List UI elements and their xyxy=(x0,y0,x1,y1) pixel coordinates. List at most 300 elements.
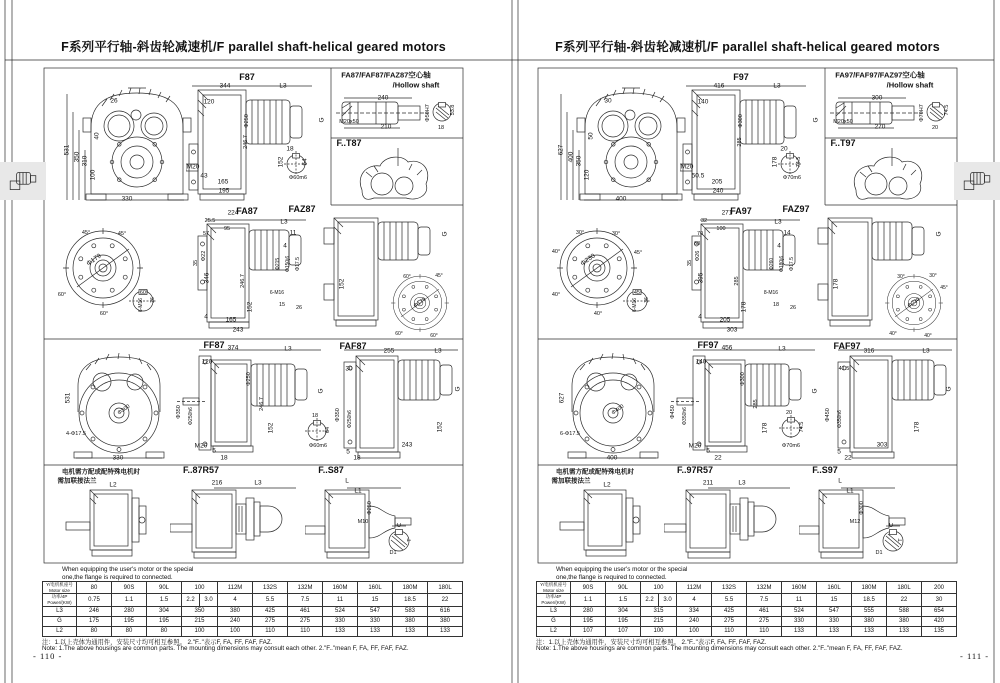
table-cell: 133 xyxy=(393,626,428,636)
table-cell: 7.5 xyxy=(747,594,782,606)
table-cell: 180M xyxy=(393,582,428,594)
dim-label: Φ350 xyxy=(335,408,341,422)
table-cell: 18.5 xyxy=(852,594,887,606)
equip-note-line: one,the flange is required to connected. xyxy=(62,574,173,582)
figure-label: F..97R57 xyxy=(676,465,714,475)
dim-label: Φ350 xyxy=(176,405,182,419)
dim-label: M20 xyxy=(194,442,208,450)
note-en-right: Note: 1.The above housings are common parts. The mounting dimensions may consult each other. 2."F.."mean F, FA, FF, FAF, FAZ. xyxy=(536,645,903,652)
figure-faz97-flange-view xyxy=(885,274,943,332)
figure-fa87-side xyxy=(198,220,306,328)
dim-label: 30° xyxy=(897,274,905,280)
dim-label: 152 xyxy=(267,422,275,434)
table-cell: 133 xyxy=(428,626,463,636)
dim-label: 303 xyxy=(876,441,888,449)
dim-label: 30° xyxy=(929,273,937,279)
figure-faf97-side xyxy=(838,347,952,458)
table-cell: 280 xyxy=(571,606,606,616)
dim-label: G xyxy=(317,388,325,394)
dim-label: 178 xyxy=(761,422,769,434)
dim-label: 14 xyxy=(783,229,791,237)
dim-label: Φ22 xyxy=(201,250,207,262)
equip-note-line: When equipping the user's motor or the special xyxy=(556,566,688,573)
table-cell: 280 xyxy=(112,606,147,616)
table-cell: 315 xyxy=(641,606,677,616)
table-cell: 380 xyxy=(428,616,463,626)
dim-label: 30 xyxy=(345,365,353,373)
figure-ft87-torque-arm xyxy=(360,148,428,199)
row-header: L2 xyxy=(537,626,571,636)
figure-fa87-flange-view xyxy=(63,228,143,308)
table-cell: 90L xyxy=(147,582,182,594)
dim-label: 224 xyxy=(227,209,239,217)
dim-label: Φ450 xyxy=(670,405,676,419)
dim-label: 152 xyxy=(338,278,346,290)
dim-label: 456 xyxy=(721,344,733,352)
figure-ff97-shaft-detail xyxy=(779,415,803,439)
dim-label: Φ60m6 xyxy=(288,175,308,181)
table-cell: 3.0 xyxy=(659,594,677,606)
table-cell: 100 xyxy=(641,626,677,636)
dim-label: Φ250 xyxy=(367,501,373,515)
table-cell: 555 xyxy=(852,606,887,616)
dim-label: 35 xyxy=(193,259,199,267)
table-cell: 195 xyxy=(147,616,182,626)
dim-label: 25.5 xyxy=(204,218,216,224)
dim-label: 50.5 xyxy=(691,172,705,180)
page-number-right: - 111 - xyxy=(960,651,990,661)
dim-label: 400 xyxy=(615,195,627,203)
figure-label: F..T87 xyxy=(336,138,362,148)
figure-fs87 xyxy=(305,488,411,558)
figure-f97-front xyxy=(561,88,685,200)
dim-label: 18 xyxy=(286,145,294,153)
dim-label: 395 xyxy=(697,272,705,284)
dim-label: 4 xyxy=(777,242,781,250)
table-cell: 5.5 xyxy=(712,594,747,606)
dim-label: 243 xyxy=(232,326,244,334)
figure-label: FAZ87 xyxy=(288,204,316,214)
dim-label: Φ250 xyxy=(246,372,252,386)
table-cell: 15 xyxy=(358,594,393,606)
dim-label: L1 xyxy=(846,487,854,495)
dim-label: 5 xyxy=(346,448,350,456)
table-cell: 175 xyxy=(77,616,112,626)
dim-label: 285 xyxy=(753,399,759,409)
figure-label: 需加联接法兰 xyxy=(551,477,591,485)
dim-label: 57 xyxy=(202,231,210,237)
dim-label: L3 xyxy=(254,479,262,487)
figure-label: FA97 xyxy=(730,206,752,216)
figure-label: F..S87 xyxy=(318,465,344,475)
dim-label: Φ400 xyxy=(610,403,626,417)
dim-label: Φ250h6 xyxy=(188,407,194,425)
dim-label: 178 xyxy=(913,421,921,433)
dim-label: 285 xyxy=(734,276,740,286)
dim-label: 400 xyxy=(567,151,575,163)
dim-label: 178 xyxy=(832,278,840,290)
figure-label: FAF87 xyxy=(339,341,367,351)
figure-label: F..87R57 xyxy=(182,465,220,475)
dim-label: 240 xyxy=(712,187,724,195)
figure-label: FF97 xyxy=(697,340,719,350)
dim-label: T xyxy=(898,538,904,542)
dim-label: 6-M16 xyxy=(269,290,285,296)
dim-label: 18 xyxy=(311,413,319,419)
table-cell: 240 xyxy=(677,616,712,626)
dim-label: Φ70m6 xyxy=(782,175,802,181)
dim-label: 152 xyxy=(436,421,444,433)
dim-label: Φ260 xyxy=(769,257,775,271)
table-cell: 90L xyxy=(606,582,641,594)
table-cell: 583 xyxy=(393,606,428,616)
table-cell: 275 xyxy=(253,616,288,626)
dim-label: 627 xyxy=(558,392,566,404)
table-cell: 133 xyxy=(782,626,817,636)
dim-label: 178 xyxy=(771,156,779,168)
dim-label: 60° xyxy=(430,333,438,339)
dim-label: 20 xyxy=(780,145,788,153)
dim-label: Φ300 xyxy=(740,372,746,386)
dim-label: 5 xyxy=(706,447,710,455)
table-cell: 420 xyxy=(922,616,957,626)
dim-label: 60° xyxy=(139,290,149,296)
table-cell: 5.5 xyxy=(253,594,288,606)
table-cell: 110 xyxy=(747,626,782,636)
dim-label: 416 xyxy=(713,82,725,90)
dim-label: 6-M16 xyxy=(138,297,144,313)
figure-shaft-section-right xyxy=(883,526,903,551)
table-cell: 304 xyxy=(606,606,641,616)
dim-label: 140 xyxy=(695,358,707,366)
dim-label: 45° xyxy=(117,231,127,237)
table-cell: 195 xyxy=(571,616,606,626)
table-cell: 1.5 xyxy=(147,594,182,606)
dim-label: 246.7 xyxy=(240,274,246,288)
table-cell: 3.0 xyxy=(200,594,218,606)
dim-label: 152 xyxy=(277,156,285,168)
note-cn-left: 注：1.以上壳体为通用件，安装尺寸均可相互参照。 2."F.."表示F, FA, FF, FAF, FAZ. xyxy=(42,639,273,646)
dim-label: L2 xyxy=(603,481,611,489)
table-cell: 11 xyxy=(323,594,358,606)
dim-label: 6-Φ17.5 xyxy=(560,431,580,437)
row-header: Y/电机机座号 Motor size xyxy=(43,582,77,594)
table-cell: 80 xyxy=(147,626,182,636)
dim-label: 531 xyxy=(63,144,71,156)
dim-label: 36 xyxy=(644,297,650,303)
dim-label: Φ70m6 xyxy=(781,443,801,449)
table-cell: 7.5 xyxy=(288,594,323,606)
dim-label: L xyxy=(345,477,349,485)
table-cell: 112M xyxy=(218,582,253,594)
row-header: G xyxy=(537,616,571,626)
dim-label: 4-Φ17.5 xyxy=(66,431,86,437)
table-cell: 547 xyxy=(817,606,852,616)
dim-label: Φ179 xyxy=(412,296,428,310)
dim-label: G xyxy=(811,388,819,394)
dim-label: Φ26 xyxy=(695,250,701,262)
dim-label: G xyxy=(318,117,326,123)
dim-label: 310 xyxy=(81,155,89,167)
dim-label: 18 xyxy=(220,454,228,462)
table-cell: 330 xyxy=(782,616,817,626)
table-cell: 18.5 xyxy=(393,594,428,606)
dim-label: Φ180j6 xyxy=(779,255,785,273)
equip-note-left xyxy=(62,566,193,582)
dim-label: M20 xyxy=(688,442,702,450)
dim-label: 205 xyxy=(711,178,723,186)
dim-label: Φ17.5 xyxy=(789,257,795,271)
dim-label: 68 xyxy=(693,241,701,247)
table-cell: 215 xyxy=(182,616,218,626)
dim-label: 303 xyxy=(726,326,738,334)
table-cell: 110 xyxy=(712,626,747,636)
table-cell: 30 xyxy=(922,594,957,606)
dim-label: 18 xyxy=(437,125,445,131)
dim-label: 211 xyxy=(702,479,714,487)
row-header: L3 xyxy=(43,606,77,616)
dim-label: 26 xyxy=(295,305,303,311)
dim-label: 64 xyxy=(301,158,309,166)
dim-label: L3 xyxy=(774,218,782,226)
dim-label: 5 xyxy=(837,448,841,456)
table-cell: 246 xyxy=(77,606,112,616)
table-cell: 425 xyxy=(253,606,288,616)
figure-f87r57 xyxy=(170,488,296,558)
table-cell: 195 xyxy=(606,616,641,626)
dim-label: 330 xyxy=(112,454,124,462)
dim-label: 300 xyxy=(871,94,883,102)
dim-label: Φ70H7 xyxy=(919,104,925,122)
table-cell: 0.75 xyxy=(77,594,112,606)
dim-label: 271 xyxy=(721,209,733,217)
dim-label: 346 xyxy=(203,272,211,284)
dim-label: Φ150j6 xyxy=(285,255,291,273)
figure-fa87-keyway-detail xyxy=(129,290,157,312)
figure-faf87-side xyxy=(344,347,458,458)
table-cell: 425 xyxy=(712,606,747,616)
dim-label: M20x50 xyxy=(339,119,359,125)
dim-label: 330 xyxy=(121,195,133,203)
table-cell: 132S xyxy=(253,582,288,594)
dim-label: 178 xyxy=(740,301,748,313)
dim-label: 30 xyxy=(604,97,612,105)
table-cell: 4 xyxy=(677,594,712,606)
dim-label: Φ50H7 xyxy=(425,104,431,122)
table-cell: 200 xyxy=(922,582,957,594)
dim-label: 35 xyxy=(687,259,693,267)
dim-label: 20 xyxy=(931,125,939,131)
dim-label: Φ230 xyxy=(906,296,922,310)
figure-label: FAZ97 xyxy=(782,204,810,214)
table-cell: 588 xyxy=(887,606,922,616)
dim-label: D1 xyxy=(389,550,397,556)
dim-label: M20 xyxy=(680,163,694,171)
dim-label: 316 xyxy=(863,347,875,355)
dim-label: 26 xyxy=(150,297,156,303)
dim-label: 216 xyxy=(211,479,223,487)
table-cell: 90S xyxy=(571,582,606,594)
figure-fa87-hollow-shaft xyxy=(336,98,428,128)
table-cell: 524 xyxy=(782,606,817,616)
dim-label: Φ300 xyxy=(859,501,865,515)
table-cell: 275 xyxy=(288,616,323,626)
figure-ff87-front xyxy=(74,353,164,458)
table-cell: 135 xyxy=(922,626,957,636)
dim-label: 246.7 xyxy=(259,397,265,411)
dim-label: D1 xyxy=(875,550,883,556)
dim-label: 95 xyxy=(223,226,231,232)
table-cell: 133 xyxy=(887,626,922,636)
figure-ft97-torque-arm xyxy=(854,148,922,199)
dim-label: 15 xyxy=(278,302,286,308)
table-cell: 133 xyxy=(817,626,852,636)
dim-label: G xyxy=(441,231,449,237)
table-cell: 132M xyxy=(288,582,323,594)
dim-label: Φ350h6 xyxy=(682,407,688,425)
figure-f87-adapter xyxy=(66,490,146,556)
dim-label: 120 xyxy=(583,169,591,181)
table-cell: 330 xyxy=(323,616,358,626)
equip-note-right xyxy=(556,566,687,582)
table-cell: 524 xyxy=(323,606,358,616)
table-cell: 133 xyxy=(852,626,887,636)
dim-label: 64 xyxy=(325,426,331,434)
table-cell: 133 xyxy=(323,626,358,636)
row-header: 功率/4P Power/(KW) xyxy=(537,594,571,606)
dim-label: L3 xyxy=(279,82,287,90)
dim-label: Φ250h6 xyxy=(347,410,353,428)
dim-label: 50 xyxy=(587,132,595,140)
dim-label: 32 xyxy=(700,218,708,224)
dim-label: 40° xyxy=(889,331,897,337)
dim-label: U xyxy=(889,523,893,529)
table-cell: 380 xyxy=(218,606,253,616)
dim-label: L3 xyxy=(922,347,930,355)
equip-note-line: one,the flange is required to connected. xyxy=(556,574,667,582)
figure-label: F87 xyxy=(239,72,255,82)
dim-label: 100 xyxy=(716,226,726,232)
table-cell: 334 xyxy=(677,606,712,616)
figure-fa97-keyway-detail xyxy=(623,290,651,312)
dim-label: Φ179 xyxy=(85,252,103,268)
dim-label: 40° xyxy=(924,333,932,339)
figure-label: FA87 xyxy=(236,206,258,216)
figure-label: /Hollow shaft xyxy=(886,80,934,90)
dim-label: 74.5 xyxy=(799,421,805,433)
table-cell: 461 xyxy=(747,606,782,616)
figure-fa97-flange-view xyxy=(557,228,637,308)
figure-f97r57 xyxy=(664,488,790,558)
dim-label: 120 xyxy=(203,98,215,106)
dim-label: 30° xyxy=(575,230,585,236)
table-cell: 160L xyxy=(358,582,393,594)
dim-label: 246.7 xyxy=(243,135,249,149)
table-cell: 107 xyxy=(606,626,641,636)
dim-label: 165 xyxy=(217,178,229,186)
table-cell: 616 xyxy=(428,606,463,616)
table-cell: 275 xyxy=(747,616,782,626)
table-cell: 195 xyxy=(112,616,147,626)
dim-label: 240 xyxy=(377,94,389,102)
table-cell: 100 xyxy=(182,582,218,594)
dim-label: G xyxy=(945,386,953,392)
dim-label: M20 xyxy=(186,163,200,171)
dim-label: G xyxy=(454,386,462,392)
figure-shaft-section-left xyxy=(389,526,409,551)
dim-label: Φ230 xyxy=(579,252,597,268)
row-header: L3 xyxy=(537,606,571,616)
dim-label: Φ215 xyxy=(275,257,281,271)
table-cell: 330 xyxy=(358,616,393,626)
dim-label: 60° xyxy=(57,292,67,298)
figure-f97-side xyxy=(680,86,806,200)
dim-label: L3 xyxy=(434,347,442,355)
left-drawing-frame xyxy=(44,68,463,563)
dim-label: 350 xyxy=(575,155,583,167)
table-cell: 215 xyxy=(641,616,677,626)
figure-ff87-shaft-detail xyxy=(305,418,329,442)
figure-fs97 xyxy=(799,488,905,558)
figure-ff97-front xyxy=(568,353,658,458)
table-cell: 80 xyxy=(77,626,112,636)
table-cell: 80 xyxy=(77,582,112,594)
table-cell: 100 xyxy=(641,582,677,594)
table-cell: 654 xyxy=(922,606,957,616)
dim-label: 60° xyxy=(403,274,411,280)
dim-label: 5 xyxy=(212,447,216,455)
table-cell: 110 xyxy=(253,626,288,636)
table-cell: 180L xyxy=(428,582,463,594)
table-cell: 160M xyxy=(782,582,817,594)
dim-label: T xyxy=(407,538,413,542)
dim-label: 40 xyxy=(93,132,101,140)
dim-label: 243 xyxy=(401,441,413,449)
table-cell: 160L xyxy=(817,582,852,594)
figure-f97-adapter xyxy=(560,490,640,556)
table-cell: 330 xyxy=(817,616,852,626)
figure-faz87-side xyxy=(324,218,430,326)
dim-label: 30° xyxy=(611,231,621,237)
dim-label: 41.5 xyxy=(838,366,850,372)
table-cell: 380 xyxy=(393,616,428,626)
dim-label: 255 xyxy=(383,347,395,355)
row-header: G xyxy=(43,616,77,626)
dim-label: 40° xyxy=(551,292,561,298)
dim-label: 53.8 xyxy=(450,104,456,116)
dim-label: G xyxy=(935,231,943,237)
dimension-table-right xyxy=(536,581,956,637)
figure-f87-front xyxy=(67,88,191,200)
dim-label: Φ450 xyxy=(825,408,831,422)
page-number-left: - 110 - xyxy=(33,651,63,661)
dim-label: 40° xyxy=(551,249,561,255)
table-cell: 1.1 xyxy=(571,594,606,606)
table-cell: 22 xyxy=(428,594,463,606)
figure-label: /Hollow shaft xyxy=(392,80,440,90)
dim-label: Φ350h6 xyxy=(837,410,843,428)
dim-label: 195 xyxy=(218,187,230,195)
table-cell: 4 xyxy=(218,594,253,606)
table-cell: 160M xyxy=(323,582,358,594)
table-cell: 132S xyxy=(712,582,747,594)
dim-label: 74.5 xyxy=(944,104,950,116)
table-cell: 100 xyxy=(182,626,218,636)
table-cell: 350 xyxy=(182,606,218,616)
dim-label: 120 xyxy=(201,358,213,366)
dimension-table-left xyxy=(42,581,462,637)
dim-label: 627 xyxy=(557,144,565,156)
